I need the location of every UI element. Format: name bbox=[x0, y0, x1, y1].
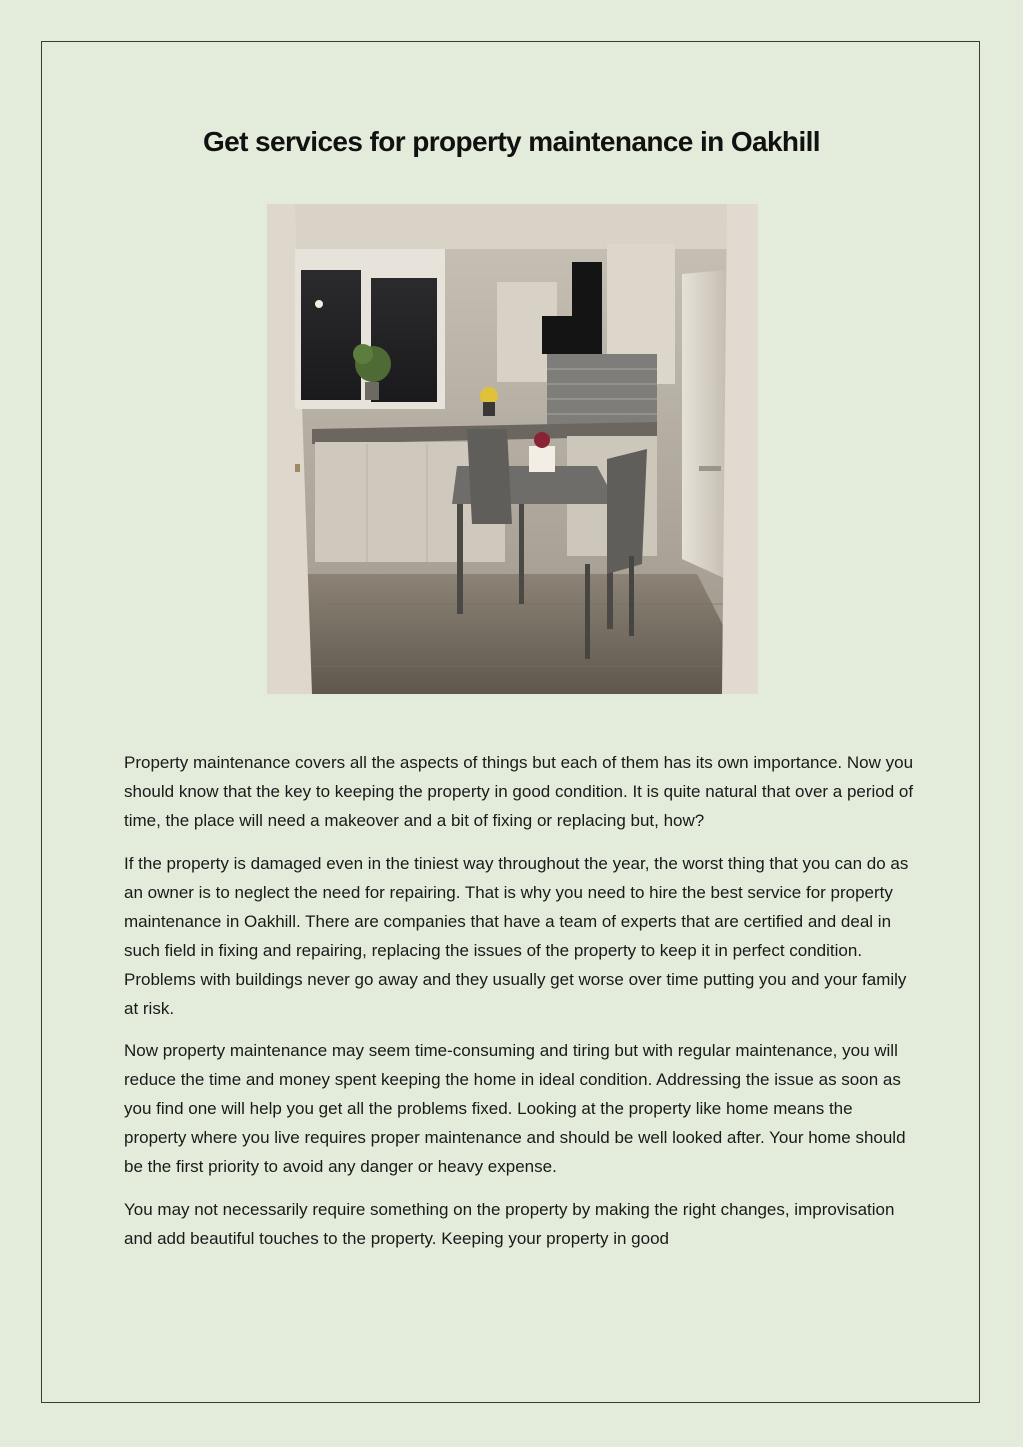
kitchen-photo bbox=[267, 204, 758, 694]
paragraph-2-text-end: . There are companies that have a team of experts that are certified and deal in such field in fixing and repairing, replacing the issues of the property to keep it in perfect condition. Problems with buildings never go away and they usually get worse over time putting you and your family at risk. bbox=[124, 911, 907, 1018]
article-body bbox=[124, 748, 914, 1266]
paragraph-1: Property maintenance covers all the aspects of things but each of them has its own importance. Now you should know that the key to keeping the property in good condition. It is quite natural that over a period of time, the place will need a makeover and a bit of fixing or replacing but, how? bbox=[124, 753, 914, 830]
oakhill-maintenance-link[interactable]: property maintenance in Oakhill bbox=[124, 882, 893, 931]
paragraph-3: Now property maintenance may seem time-consuming and tiring but with regular maintenance, you will reduce the time and money spent keeping the home in ideal condition. Addressing the issue as soon as you find one will help you get all the problems fixed. Looking at the property like home means the property where you live requires proper maintenance and should be well looked after. Your home should be the first priority to avoid any danger or heavy expense. bbox=[124, 1041, 906, 1176]
paragraph-2-text-start: If the property is damaged even in the tiniest way throughout the year, the worst thing that you can do as an owner is to neglect the need for repairing. That is why you need to hire the best service for bbox=[124, 853, 909, 902]
paragraph-2 bbox=[124, 849, 914, 1023]
paragraph-4: You may not necessarily require something on the property by making the right changes, improvisation and add beautiful touches to the property. Keeping your property in good bbox=[124, 1199, 895, 1248]
page-title: Get services for property maintenance in Oakhill bbox=[203, 126, 820, 157]
